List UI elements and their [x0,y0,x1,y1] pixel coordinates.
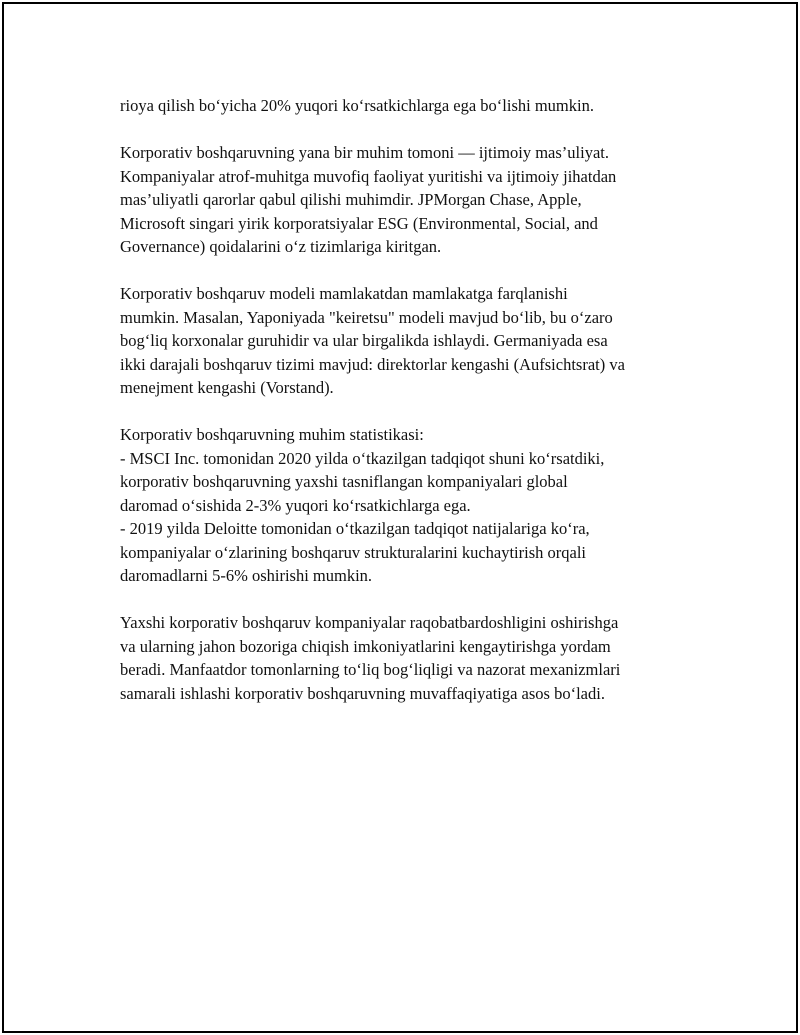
text-line: Korporativ boshqaruvning yana bir muhim tomoni — ijtimoiy mas’uliyat. [120,143,609,162]
paragraph-social-responsibility [120,141,680,259]
text-line: rioya qilish bo‘yicha 20% yuqori ko‘rsatkichlarga ega bo‘lishi mumkin. [120,96,594,115]
text-line: - 2019 yilda Deloitte tomonidan o‘tkazilgan tadqiqot natijalariga ko‘ra, [120,519,590,538]
paragraph-conclusion [120,611,680,705]
text-line: Kompaniyalar atrof-muhitga muvofiq faoliyat yuritishi va ijtimoiy jihatdan [120,166,617,186]
paragraph-continuation [120,94,680,118]
text-line: daromadlarni 5-6% oshirishi mumkin. [120,566,373,585]
text-line: kompaniyalar o‘zlarining boshqaruv strukturalarini kuchaytirish orqali [120,542,586,562]
text-line: va ularning jahon bozoriga chiqish imkoniyatlarini kengaytirishga yordam [120,636,611,656]
text-line: daromad o‘sishida 2-3% yuqori ko‘rsatkichlarga ega. [120,495,471,515]
text-line: mumkin. Masalan, Yaponiyada "keiretsu" modeli mavjud bo‘lib, bu o‘zaro [120,307,613,327]
paragraph-statistics [120,423,680,588]
text-line: bog‘liq korxonalar guruhidir va ular birgalikda ishlaydi. Germaniyada esa [120,331,608,350]
text-line: Korporativ boshqaruv modeli mamlakatdan mamlakatga farqlanishi [120,284,568,303]
text-line: ikki darajali boshqaruv tizimi mavjud: direktorlar kengashi (Aufsichtsrat) va [120,354,625,374]
text-line: korporativ boshqaruvning yaxshi tasniflangan kompaniyalari global [120,472,568,491]
text-line: Korporativ boshqaruvning muhim statistikasi: [120,425,424,444]
text-line: samarali ishlashi korporativ boshqaruvning muvaffaqiyatiga asos bo‘ladi. [120,683,605,703]
text-line: Microsoft singari yirik korporatsiyalar ESG (Environmental, Social, and [120,213,598,233]
text-line: Governance) qoidalarini o‘z tizimlariga kiritgan. [120,237,442,256]
text-line: beradi. Manfaatdor tomonlarning to‘liq bog‘liqligi va nazorat mexanizmlari [120,660,621,679]
text-line: menejment kengashi (Vorstand). [120,378,334,397]
text-line: Yaxshi korporativ boshqaruv kompaniyalar raqobatbardoshligini oshirishga [120,613,619,632]
document-page [2,2,798,1033]
text-line: - MSCI Inc. tomonidan 2020 yilda o‘tkazilgan tadqiqot shuni ko‘rsatdiki, [120,448,605,468]
document-body [120,94,680,729]
paragraph-governance-models [120,282,680,400]
text-line: mas’uliyatli qarorlar qabul qilishi muhimdir. JPMorgan Chase, Apple, [120,190,582,209]
